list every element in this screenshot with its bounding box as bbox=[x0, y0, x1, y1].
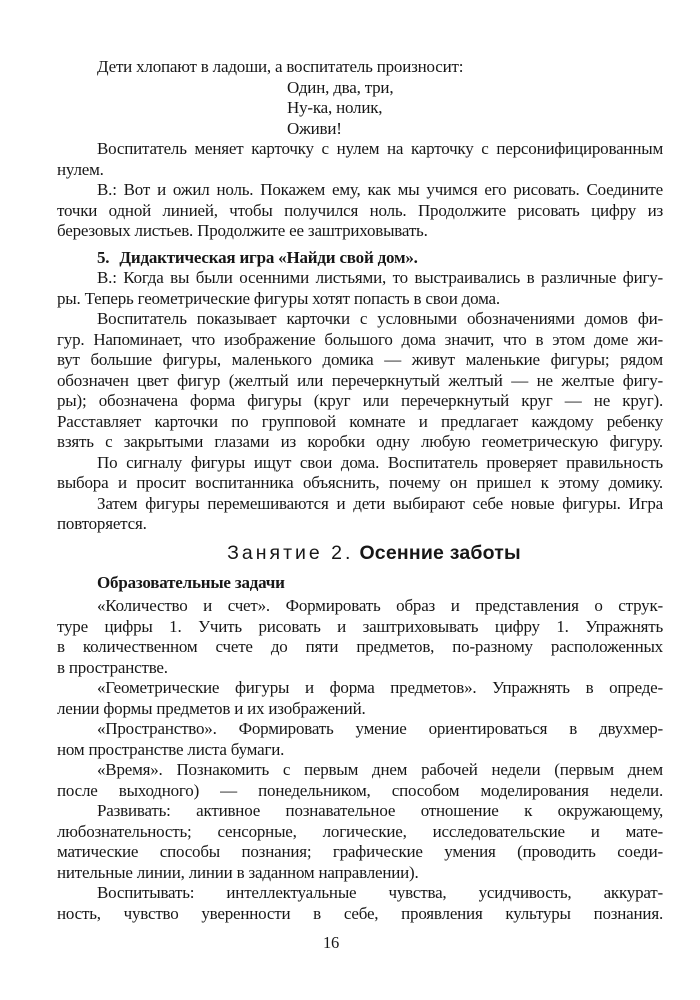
text-line: ры); обозначена форма фигуры (круг или перечеркнутый круг — не круг). bbox=[57, 391, 663, 410]
text-line: «Пространство». Формировать умение ориентироваться в двухмер- bbox=[97, 719, 663, 738]
game-section-heading bbox=[57, 248, 663, 269]
text-line: нительные линии, линии в заданном направлении). bbox=[57, 862, 419, 882]
text-line: взять с закрытыми глазами из коробки одну любую геометрическую фигуру. bbox=[57, 432, 663, 451]
text-line: лении формы предметов и их изображений. bbox=[57, 698, 366, 718]
zero-drawing-paragraphs bbox=[57, 139, 663, 242]
text-line: Затем фигуры перемешиваются и дети выбирают себе новые фигуры. Игра bbox=[97, 493, 663, 513]
text-line: Дети хлопают в ладоши, а воспитатель произносит: bbox=[97, 57, 464, 76]
lesson-heading bbox=[71, 540, 677, 566]
text-line: вут большие фигуры, маленького домика — живут маленькие фигуры; рядом bbox=[57, 350, 663, 369]
intro-paragraph bbox=[57, 57, 663, 78]
text-line: «Геометрические фигуры и форма предметов». Упражнять в опреде- bbox=[97, 678, 663, 697]
game-section-title: Дидактическая игра «Найди свой дом». bbox=[119, 247, 418, 267]
text-line: В.: Вот и ожил ноль. Покажем ему, как мы учимся его рисовать. Соедините bbox=[97, 180, 663, 199]
verse-line: Ну-ка, нолик, bbox=[287, 98, 383, 117]
text-line: любознательность; сенсорные, логические, исследовательские и мате- bbox=[57, 821, 663, 841]
game-description bbox=[57, 268, 663, 535]
text-line: выбора и просит воспитанника объяснить, почему он пришел к этому домику. bbox=[57, 473, 663, 492]
text-line: Развивать: активное познавательное отношение к окружающему, bbox=[97, 801, 663, 820]
text-line: Воспитатель показывает карточки с условными обозначениями домов фи- bbox=[97, 309, 663, 328]
text-line: Воспитатель меняет карточку с нулем на карточку с персонифицированным bbox=[97, 139, 663, 158]
text-line: Расставляет карточки по групповой комнате и предлагает каждому ребенку bbox=[57, 411, 663, 431]
text-line: после выходного) — понедельником, способом моделирования недели. bbox=[57, 780, 663, 800]
verse-line: Оживи! bbox=[287, 118, 342, 138]
verse-line: Один, два, три, bbox=[287, 77, 394, 97]
text-line: березовых листьев. Продолжите ее заштриховывать. bbox=[57, 221, 428, 240]
text-line: В.: Когда вы были осенними листьями, то выстраивались в различные фигу- bbox=[97, 268, 663, 287]
text-line: ном пространстве листа бумаги. bbox=[57, 739, 285, 759]
text-line: гур. Напоминает, что изображение большого дома значит, что в этом доме жи- bbox=[57, 329, 663, 349]
text-line: «Время». Познакомить с первым днем рабочей недели (первым днем bbox=[97, 760, 663, 779]
text-line: в количественном счете до пяти предметов, по-разному расположенных bbox=[57, 637, 663, 656]
text-line: туре цифры 1. Учить рисовать и заштриховывать цифру 1. Упражнять bbox=[57, 616, 663, 636]
text-line: нулем. bbox=[57, 159, 104, 179]
tasks-heading: Образовательные задачи bbox=[97, 572, 285, 592]
lesson-number-label: Занятие 2. bbox=[227, 541, 354, 564]
text-line: повторяется. bbox=[57, 514, 147, 533]
verse-block bbox=[287, 78, 663, 140]
text-line: в пространстве. bbox=[57, 657, 168, 677]
game-section-number: 5. bbox=[97, 247, 110, 267]
text-line: ность, чувство уверенности в себе, проявления культуры познания. bbox=[57, 903, 663, 923]
text-line: обозначен цвет фигур (желтый или перечеркнутый желтый — не желтые фигу- bbox=[57, 370, 663, 390]
lesson-title: Осенние заботы bbox=[359, 541, 521, 564]
text-line: матические способы познания; графические умения (проводить соеди- bbox=[57, 842, 663, 861]
text-line: точки одной линией, чтобы получился ноль. Продолжите рисовать цифру из bbox=[57, 200, 663, 220]
text-line: По сигналу фигуры ищут свои дома. Воспитатель проверяет правильность bbox=[97, 452, 663, 472]
tasks-body bbox=[57, 596, 663, 924]
page-number: 16 bbox=[322, 933, 340, 952]
text-line: Воспитывать: интеллектуальные чувства, усидчивость, аккурат- bbox=[97, 883, 663, 902]
text-line: ры. Теперь геометрические фигуры хотят попасть в свои дома. bbox=[57, 288, 500, 308]
text-line: «Количество и счет». Формировать образ и представления о струк- bbox=[97, 596, 663, 615]
